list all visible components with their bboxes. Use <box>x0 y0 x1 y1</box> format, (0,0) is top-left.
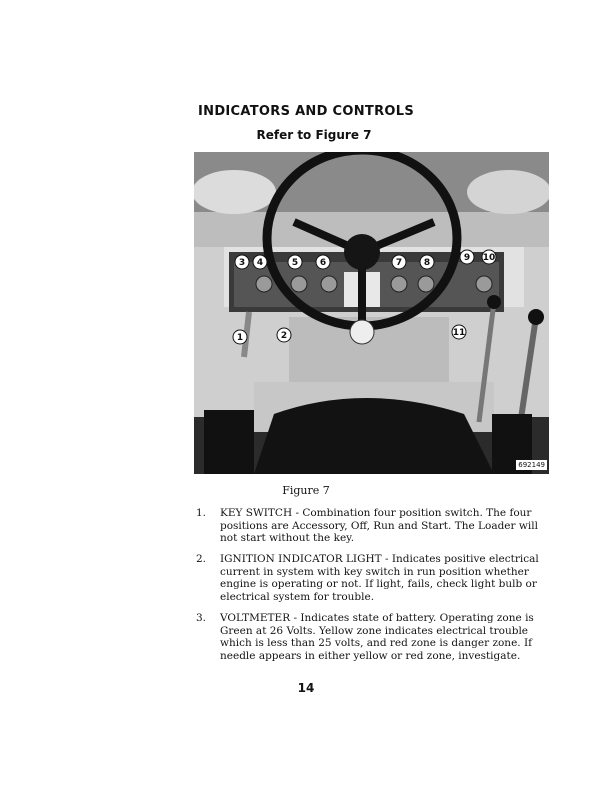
callout-7: 7 <box>395 258 403 268</box>
callout-9: 9 <box>463 253 471 263</box>
callout-1: 1 <box>236 333 244 343</box>
figure-caption: Figure 7 <box>282 484 330 497</box>
page-number: 14 <box>297 681 315 695</box>
figure-reference: Refer to Figure 7 <box>256 128 372 142</box>
tractor-dashboard-illustration <box>194 152 549 474</box>
item-number: 1. <box>196 507 207 519</box>
callout-6: 6 <box>319 258 327 268</box>
callout-3: 3 <box>238 258 246 268</box>
item-text: IGNITION INDICATOR LIGHT - Indicates positive electrical current in system with key switch in run position whether engine is operating or not. If light, fails, check light bulb or electrical system for trouble. <box>220 553 539 603</box>
section-title: INDICATORS AND CONTROLS <box>198 104 414 119</box>
callout-10: 10 <box>482 253 496 263</box>
callout-11: 11 <box>452 328 466 338</box>
figure-id-label: 692149 <box>518 461 545 469</box>
item-number: 2. <box>196 553 207 565</box>
item-text: KEY SWITCH - Combination four position switch. The four positions are Accessory, Off, Run and Start. The Loader will not start without the key. <box>220 507 538 545</box>
callout-2: 2 <box>280 331 288 341</box>
figure-7-photo <box>194 152 549 474</box>
item-number: 3. <box>196 612 207 624</box>
callout-4: 4 <box>256 258 264 268</box>
callout-5: 5 <box>291 258 299 268</box>
item-text: VOLTMETER - Indicates state of battery. Operating zone is Green at 26 Volts. Yellow zone indicates electrical trouble which is less than 25 volts, and red zone is danger zone. If needle appears in either yellow or red zone, investigate. <box>220 612 534 662</box>
callout-8: 8 <box>423 258 431 268</box>
